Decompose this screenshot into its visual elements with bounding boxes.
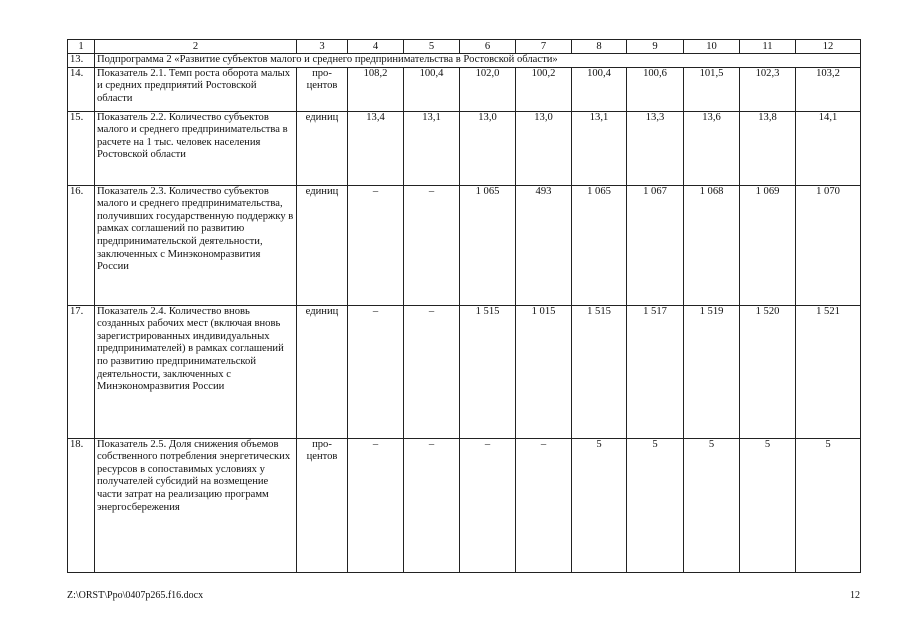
value-cell: – [460,438,516,572]
value-cell: 13,6 [684,111,740,185]
column-number: 3 [297,40,348,54]
value-cell: 13,1 [404,111,460,185]
value-cell: – [348,438,404,572]
value-cell: 1 517 [627,305,684,438]
section-title: Подпрограмма 2 «Развитие субъектов малого и среднего предпринимательства в Ростовской области» [95,54,861,68]
file-path-footer: Z:\ORST\Ppo\0407p265.f16.docx [67,590,204,601]
indicator-name: Показатель 2.3. Количество субъектов малого и среднего предпринимательства, получивших государственную поддержку в рамках соглашений по развитию предпринимательской деятельности, заключенных с Минэкономразвития России [95,185,297,305]
value-cell: 1 515 [572,305,627,438]
value-cell: 103,2 [796,67,861,111]
column-number: 10 [684,40,740,54]
section-row [68,54,861,68]
indicator-name: Показатель 2.2. Количество субъектов малого и среднего предпринимательства в расчете на 1 тыс. человек населения Ростовской области [95,111,297,185]
value-cell: 100,2 [516,67,572,111]
value-cell: 5 [684,438,740,572]
indicators-table [67,39,861,573]
table-row [68,438,861,572]
value-cell: 100,6 [627,67,684,111]
row-number: 14. [68,67,95,111]
row-number: 17. [68,305,95,438]
value-cell: 5 [627,438,684,572]
value-cell: 13,0 [460,111,516,185]
value-cell: – [516,438,572,572]
value-cell: – [404,438,460,572]
value-cell: – [348,305,404,438]
table-row [68,185,861,305]
value-cell: 13,3 [627,111,684,185]
value-cell: 1 070 [796,185,861,305]
table-row [68,305,861,438]
unit-cell: про-центов [297,67,348,111]
value-cell: 1 519 [684,305,740,438]
value-cell: 1 069 [740,185,796,305]
column-number: 1 [68,40,95,54]
value-cell: 1 065 [572,185,627,305]
column-number: 8 [572,40,627,54]
row-number: 18. [68,438,95,572]
column-number-row [68,40,861,54]
value-cell: 14,1 [796,111,861,185]
value-cell: 1 515 [460,305,516,438]
value-cell: 1 065 [460,185,516,305]
value-cell: 1 015 [516,305,572,438]
indicator-name: Показатель 2.4. Количество вновь созданных рабочих мест (включая вновь зарегистрированных индивидуальных предпринимателей) в рамках соглашений по развитию предпринимательской деятельности, заключенных с Минэкономразвития России [95,305,297,438]
column-number: 7 [516,40,572,54]
column-number: 2 [95,40,297,54]
value-cell: 13,4 [348,111,404,185]
value-cell: 1 521 [796,305,861,438]
value-cell: 1 520 [740,305,796,438]
value-cell: 100,4 [404,67,460,111]
value-cell: – [348,185,404,305]
column-number: 9 [627,40,684,54]
value-cell: 13,0 [516,111,572,185]
value-cell: 13,1 [572,111,627,185]
value-cell: 108,2 [348,67,404,111]
unit-cell: единиц [297,305,348,438]
column-number: 6 [460,40,516,54]
value-cell: 102,0 [460,67,516,111]
value-cell: 493 [516,185,572,305]
value-cell: 100,4 [572,67,627,111]
table-row [68,111,861,185]
column-number: 5 [404,40,460,54]
row-number: 13. [68,54,95,68]
indicator-name: Показатель 2.1. Темп роста оборота малых и средних предприятий Ростовской области [95,67,297,111]
value-cell: 1 067 [627,185,684,305]
column-number: 12 [796,40,861,54]
column-number: 11 [740,40,796,54]
value-cell: 102,3 [740,67,796,111]
row-number: 15. [68,111,95,185]
unit-cell: про-центов [297,438,348,572]
value-cell: – [404,305,460,438]
unit-cell: единиц [297,185,348,305]
value-cell: 5 [740,438,796,572]
indicator-name: Показатель 2.5. Доля снижения объемов собственного потребления энергетических ресурсов в сопоставимых условиях у получателей субсидий на возмещение части затрат на реализацию программ энергосбережения [95,438,297,572]
value-cell: 5 [572,438,627,572]
column-number: 4 [348,40,404,54]
value-cell: 5 [796,438,861,572]
value-cell: 101,5 [684,67,740,111]
table-row [68,67,861,111]
unit-cell: единиц [297,111,348,185]
value-cell: – [404,185,460,305]
page-number: 12 [850,590,860,601]
value-cell: 13,8 [740,111,796,185]
value-cell: 1 068 [684,185,740,305]
row-number: 16. [68,185,95,305]
